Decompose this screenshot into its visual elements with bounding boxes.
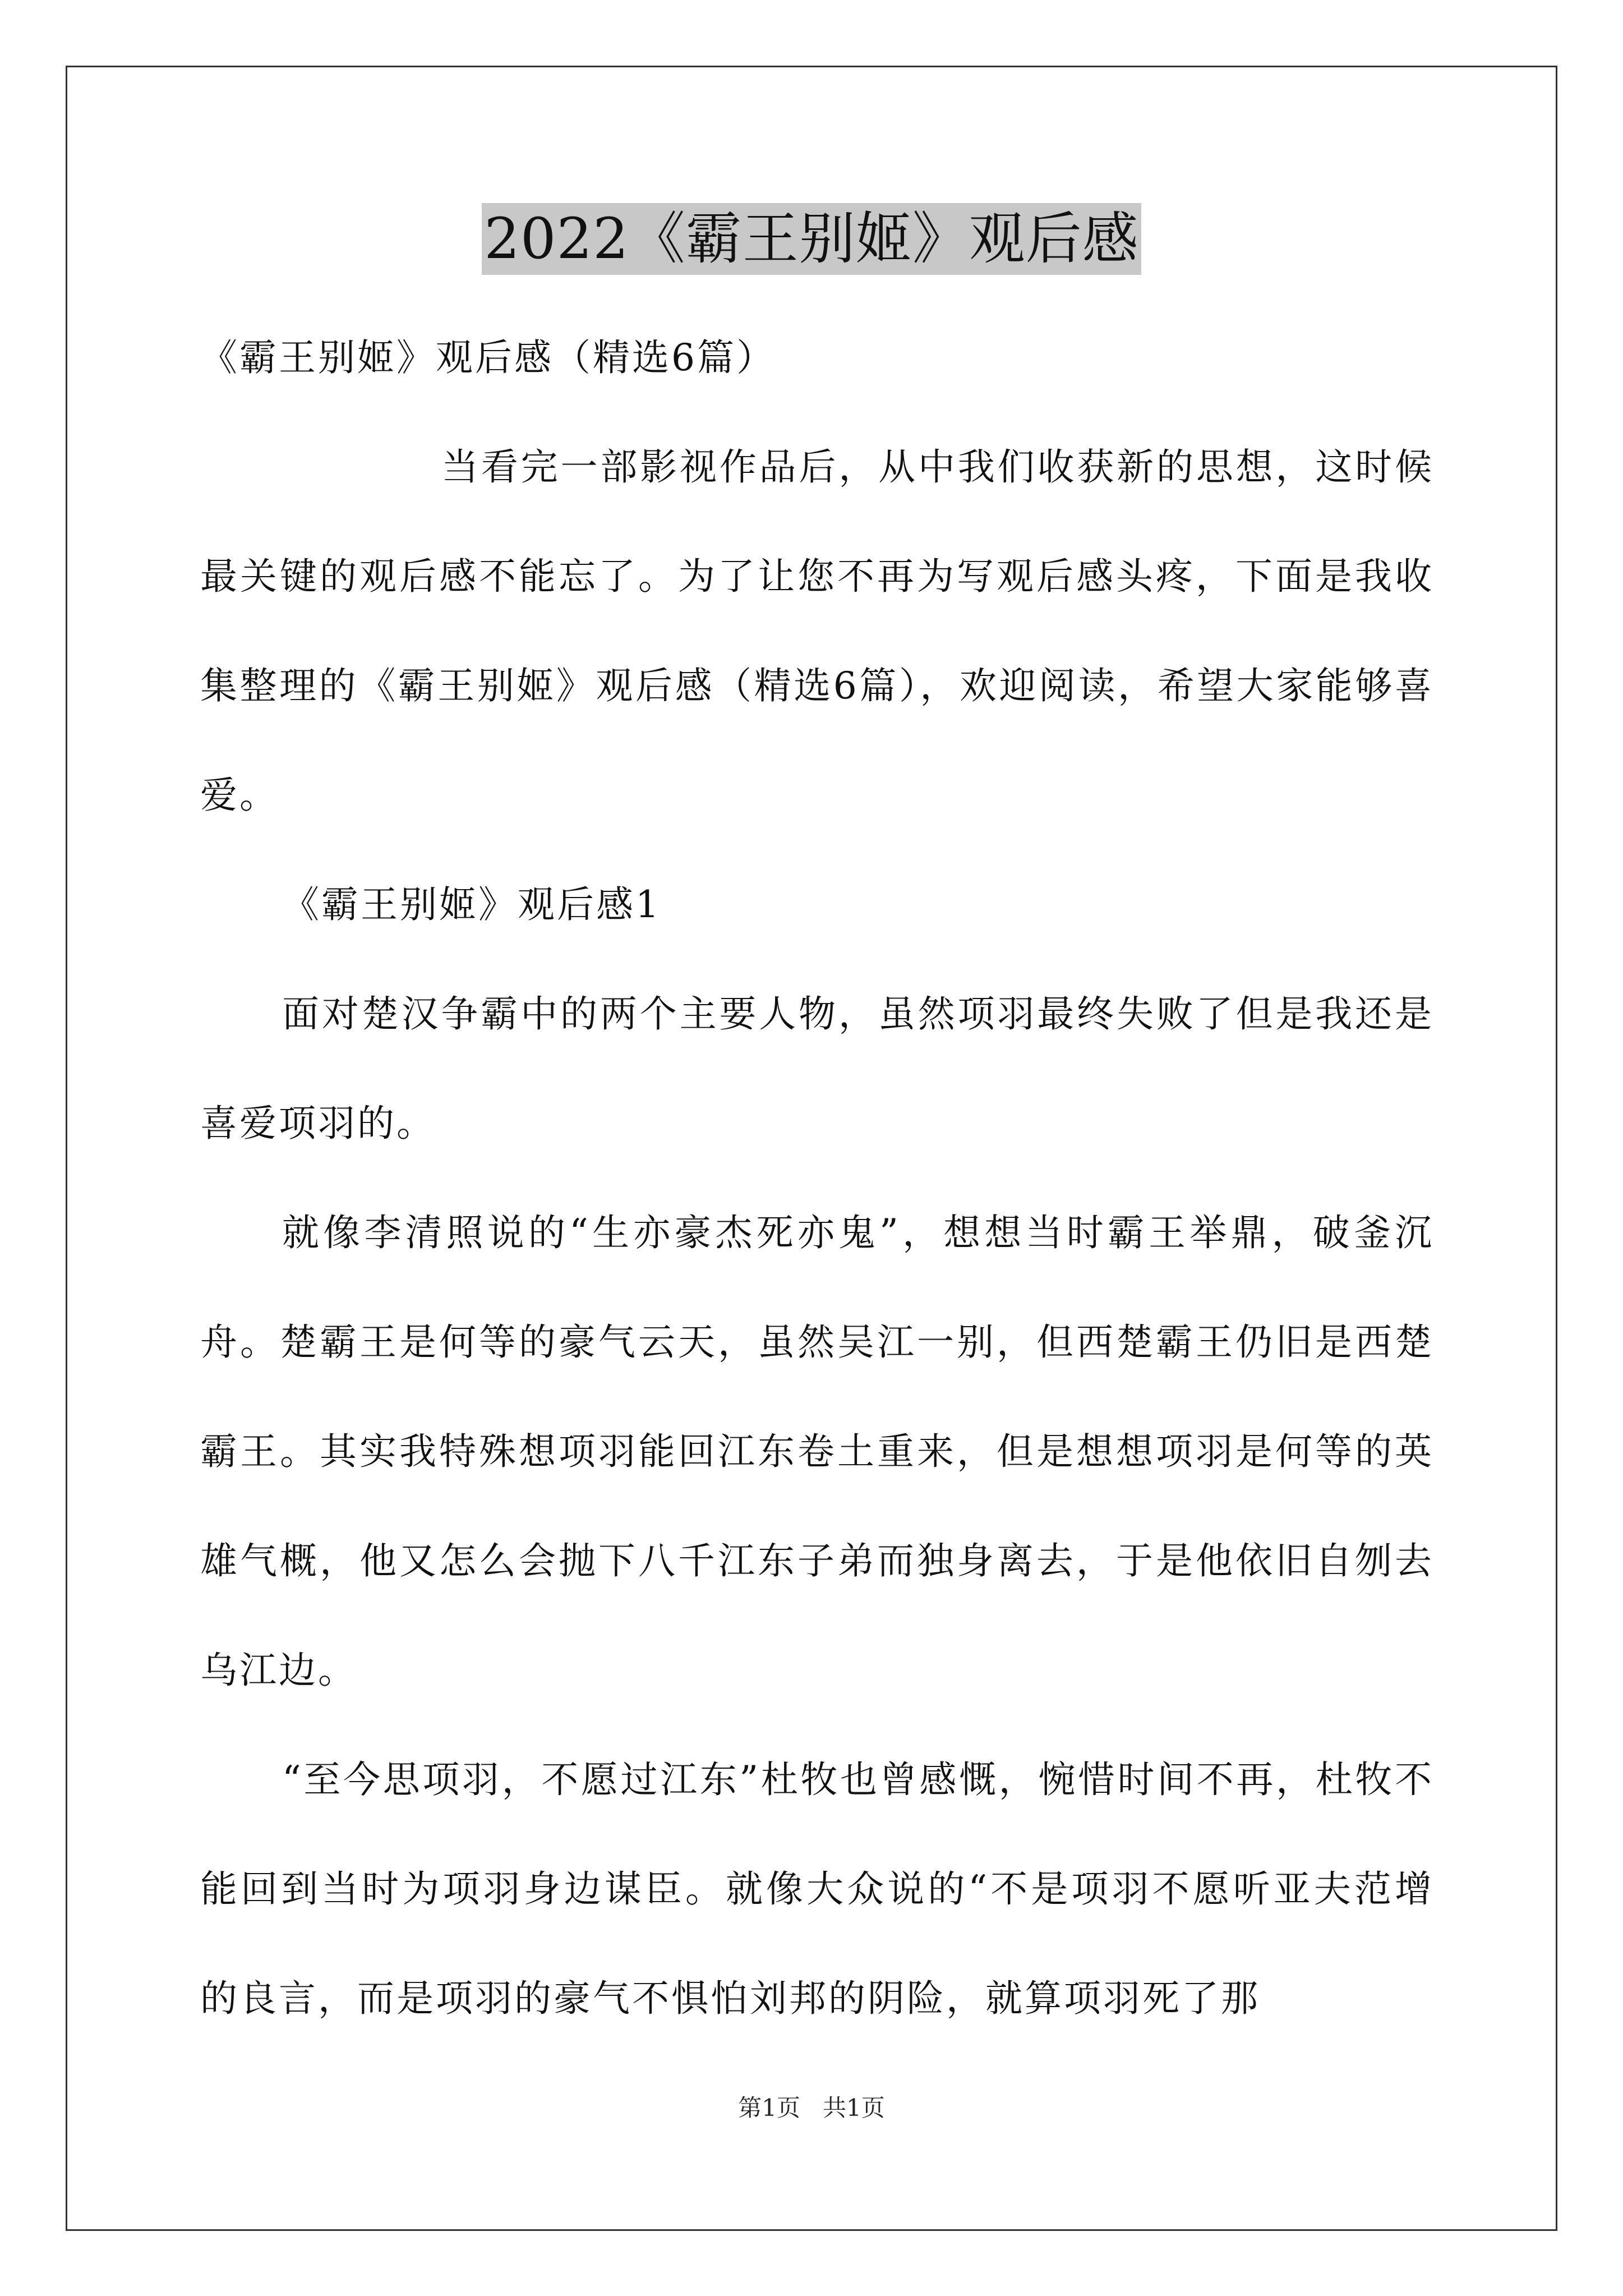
intro-paragraph: 当看完一部影视作品后，从中我们收获新的思想，这时候最关键的观后感不能忘了。为了让您不再为写观后感头疼，下面是我收集整理的《霸王别姬》观后感（精选6篇），欢迎阅读，希望大家能够喜爱。 <box>200 445 1434 817</box>
section-heading: 《霸王别姬》观后感1 <box>282 883 661 926</box>
body-paragraph: 面对楚汉争霸中的两个主要人物，虽然项羽最终失败了但是我还是喜爱项羽的。 <box>200 992 1434 1145</box>
document-body <box>200 303 1434 2053</box>
body-paragraph: 就像李清照说的“生亦豪杰死亦鬼”，想想当时霸王举鼎，破釜沉舟。楚霸王是何等的豪气云天，虽然吴江一别，但西楚霸王仍旧是西楚霸王。其实我特殊想项羽能回江东卷土重来，但是想想项羽是何等的英雄气概，他又怎么会抛下八千江东子弟而独身离去，于是他依旧自刎去乌江边。 <box>200 1211 1434 1692</box>
page-footer <box>0 2091 1623 2125</box>
body-paragraph: “至今思项羽，不愿过江东”杜牧也曾感慨，惋惜时间不再，杜牧不能回到当时为项羽身边谋臣。就像大众说的“不是项羽不愿听亚夫范增的良言，而是项羽的豪气不惧怕刘邦的阴险，就算项羽死了那 <box>200 1758 1434 2020</box>
document-title: 2022《霸王别姬》观后感 <box>482 203 1141 275</box>
page-number: 第1页 <box>738 2094 800 2122</box>
page-total: 共1页 <box>823 2094 885 2122</box>
subtitle-paragraph: 《霸王别姬》观后感（精选6篇） <box>200 336 776 379</box>
title-container <box>0 203 1623 275</box>
